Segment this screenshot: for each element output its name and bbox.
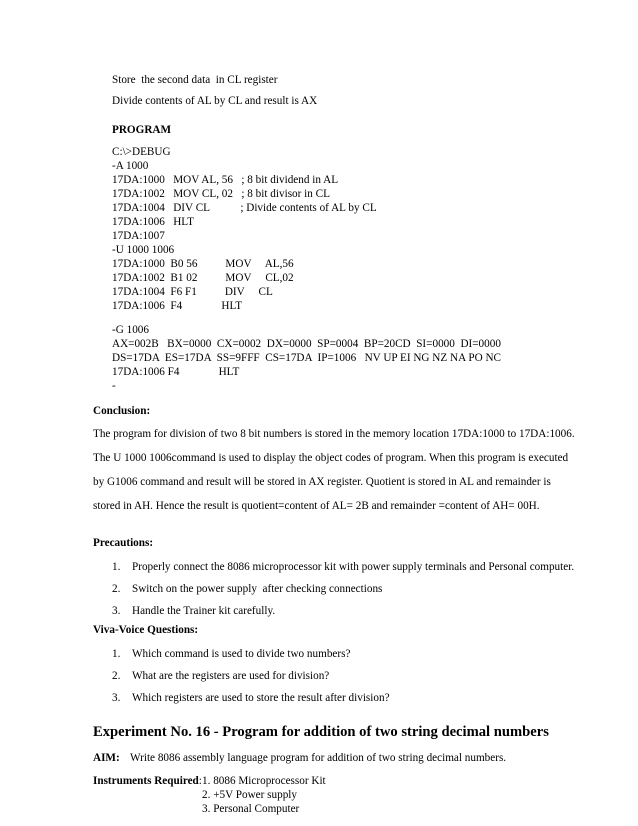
intro-line-1: Store the second data in CL register: [112, 74, 278, 86]
conclusion-line: The U 1000 1006command is used to display the object codes of program. When this program is executed: [93, 452, 569, 464]
go-line: -: [112, 380, 116, 392]
program-line: 17DA:1006 F4 HLT: [112, 300, 243, 312]
conclusion-line: stored in AH. Hence the result is quotient=content of AL= 2B and remainder =content of AH= 00H.: [93, 500, 540, 512]
program-line: C:\>DEBUG: [112, 146, 171, 158]
list-number: 3.: [112, 692, 121, 704]
program-line: -A 1000: [112, 160, 149, 172]
program-line: 17DA:1002 B1 02 MOV CL,02: [112, 272, 294, 284]
precautions-heading: Precautions:: [93, 537, 154, 549]
list-item: Switch on the power supply after checking connections: [132, 583, 383, 595]
program-line: 17DA:1004 F6 F1 DIV CL: [112, 286, 273, 298]
instruments-label: [93, 775, 202, 787]
instrument-item: 3. Personal Computer: [202, 803, 300, 815]
instrument-item: 1. 8086 Microprocessor Kit: [202, 775, 326, 787]
list-number: 1.: [112, 561, 121, 573]
go-line: 17DA:1006 F4 HLT: [112, 366, 240, 378]
intro-line-2: Divide contents of AL by CL and result is AX: [112, 95, 318, 107]
list-item: Which registers are used to store the result after division?: [132, 692, 390, 704]
aim-label: AIM:: [93, 752, 120, 764]
program-line: -U 1000 1006: [112, 244, 175, 256]
list-item: Handle the Trainer kit carefully.: [132, 605, 276, 617]
program-line: 17DA:1002 MOV CL, 02 ; 8 bit divisor in CL: [112, 188, 330, 200]
conclusion-line: The program for division of two 8 bit numbers is stored in the memory location 17DA:1000 to 17DA:1006.: [93, 428, 575, 440]
instruments-label-text: Instruments Required: [93, 775, 199, 787]
instrument-item: 2. +5V Power supply: [202, 789, 297, 801]
list-item: Which command is used to divide two numbers?: [132, 648, 351, 660]
viva-heading: Viva-Voice Questions:: [93, 624, 199, 636]
list-number: 2.: [112, 583, 121, 595]
go-line: DS=17DA ES=17DA SS=9FFF CS=17DA IP=1006 NV UP EI NG NZ NA PO NC: [112, 352, 501, 364]
program-line: 17DA:1000 MOV AL, 56 ; 8 bit dividend in AL: [112, 174, 339, 186]
list-item: Properly connect the 8086 microprocessor kit with power supply terminals and Personal computer.: [132, 561, 575, 573]
go-line: AX=002B BX=0000 CX=0002 DX=0000 SP=0004 BP=20CD SI=0000 DI=0000: [112, 338, 501, 350]
program-line: 17DA:1004 DIV CL ; Divide contents of AL by CL: [112, 202, 377, 214]
list-item: What are the registers are used for division?: [132, 670, 330, 682]
program-line: 17DA:1007: [112, 230, 165, 242]
list-number: 1.: [112, 648, 121, 660]
program-line: 17DA:1000 B0 56 MOV AL,56: [112, 258, 294, 270]
program-heading: PROGRAM: [112, 124, 172, 136]
aim-text: Write 8086 assembly language program for addition of two string decimal numbers.: [130, 752, 507, 764]
list-number: 2.: [112, 670, 121, 682]
go-line: -G 1006: [112, 324, 149, 336]
program-line: 17DA:1006 HLT: [112, 216, 194, 228]
experiment-title: Experiment No. 16 - Program for addition of two string decimal numbers: [93, 724, 549, 740]
instruments-label-colon: :: [198, 775, 202, 787]
list-number: 3.: [112, 605, 121, 617]
conclusion-heading: Conclusion:: [93, 405, 151, 417]
conclusion-line: by G1006 command and result will be stored in AX register. Quotient is stored in AL and remainder is: [93, 476, 551, 488]
